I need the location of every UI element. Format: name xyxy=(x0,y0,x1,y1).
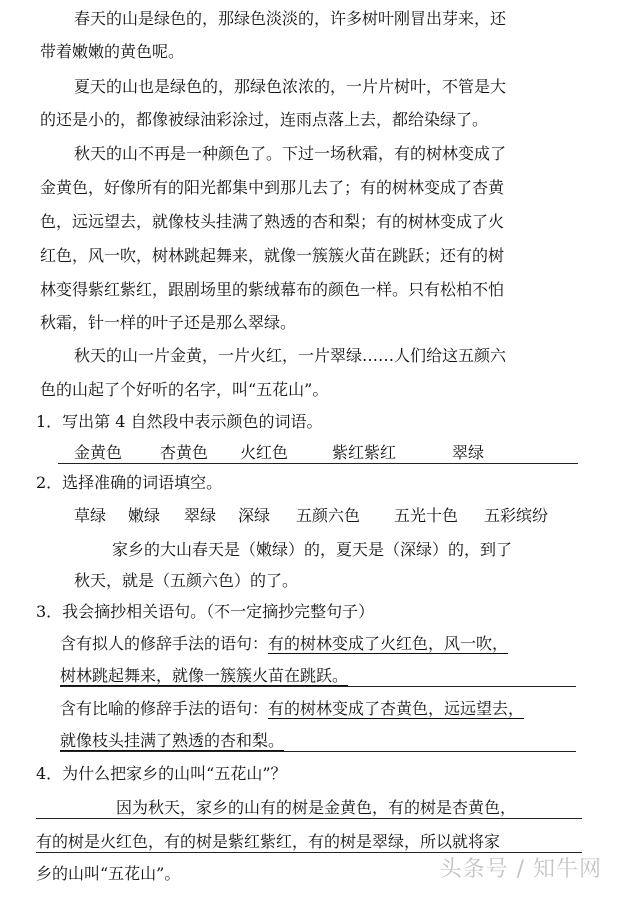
q1-answer-3: 火红色 xyxy=(240,443,289,462)
passage-p3-line-4: 红色，风一吹，树林跳起舞来，就像一簇簇火苗在跳跃；还有的树 xyxy=(40,246,505,265)
q2-option-5: 五颜六色 xyxy=(296,506,361,525)
q3-metaphor-underline xyxy=(60,751,576,752)
passage-p1-line-2: 带着嫩嫩的黄色呢。 xyxy=(40,42,185,61)
q2-fill-line-2: 秋天，就是（五颜六色）的了。 xyxy=(74,571,299,590)
passage-p3-line-5: 林变得紫红紫红，跟剧场里的紫绒幕布的颜色一样。只有松柏不怕 xyxy=(40,280,505,299)
q2-option-1: 草绿 xyxy=(74,506,107,525)
q3-metaphor-row-1 xyxy=(60,699,524,719)
q1-answer-4: 紫红紫红 xyxy=(332,443,397,462)
q1-answer-2: 杏黄色 xyxy=(160,443,209,462)
q1-question: 1．写出第 4 自然段中表示颜色的词语。 xyxy=(36,412,323,431)
passage-p3-line-3: 色，远远望去，就像枝头挂满了熟透的杏和梨；有的树林变成了火 xyxy=(40,212,505,231)
passage-p3-line-6: 秋霜，针一样的叶子还是那么翠绿。 xyxy=(40,313,297,332)
q3-personification-answer-1: 有的树林变成了火红色，风一吹， xyxy=(268,634,509,653)
watermark-text: 头条号 / 知牛网 xyxy=(439,857,602,882)
q3-question: 3．我会摘抄相关语句。（不一定摘抄完整句子） xyxy=(36,602,375,621)
q2-option-7: 五彩缤纷 xyxy=(484,506,549,525)
q2-option-4: 深绿 xyxy=(238,506,271,525)
q1-answer-5: 翠绿 xyxy=(452,443,485,462)
q3-metaphor-label: 含有比喻的修辞手法的语句： xyxy=(60,699,269,718)
passage-p1-line-1: 春天的山是绿色的，那绿色淡淡的，许多树叶刚冒出芽来，还 xyxy=(74,9,507,28)
q3-personification-underline xyxy=(60,686,576,687)
q1-answer-1: 金黄色 xyxy=(74,443,123,462)
passage-p3-line-2: 金黄色，好像所有的阳光都集中到那儿去了；有的树林变成了杏黄 xyxy=(40,178,505,197)
q3-personification-row-1 xyxy=(60,634,508,654)
q4-answer-line-1: 因为秋天，家乡的山有的树是金黄色，有的树是杏黄色， xyxy=(116,798,517,817)
q4-answer-line-3: 乡的山叫“五花山”。 xyxy=(36,864,181,883)
q3-metaphor-answer-2: 就像枝头挂满了熟透的杏和梨。 xyxy=(60,731,285,750)
passage-p4-line-2: 色的山起了个好听的名字，叫“五花山”。 xyxy=(40,380,329,399)
q4-question: 4．为什么把家乡的山叫“五花山”？ xyxy=(36,764,287,783)
q2-option-3: 翠绿 xyxy=(184,506,217,525)
q2-option-2: 嫩绿 xyxy=(128,506,161,525)
passage-p2-line-1: 夏天的山也是绿色的，那绿色浓浓的，一片片树叶，不管是大 xyxy=(74,77,507,96)
q3-personification-answer-2: 树林跳起舞来，就像一簇簇火苗在跳跃。 xyxy=(60,666,349,685)
q1-answer-underline xyxy=(58,463,578,464)
q2-fill-line-1: 家乡的大山春天是（嫩绿）的，夏天是（深绿）的，到了 xyxy=(112,540,513,559)
q3-metaphor-answer-1: 有的树林变成了杏黄色，远远望去， xyxy=(268,699,525,718)
q2-question: 2．选择准确的词语填空。 xyxy=(36,473,223,492)
q3-personification-label: 含有拟人的修辞手法的语句： xyxy=(60,634,269,653)
passage-p4-line-1: 秋天的山一片金黄，一片火红，一片翠绿……人们给这五颜六 xyxy=(74,346,507,365)
passage-p2-line-2: 的还是小的，都像被绿油彩涂过，连雨点落上去，都给染绿了。 xyxy=(40,110,489,129)
passage-p3-line-1: 秋天的山不再是一种颜色了。下过一场秋霜，有的树林变成了 xyxy=(74,144,507,163)
q2-option-6: 五光十色 xyxy=(394,506,459,525)
q4-underline-1 xyxy=(36,818,582,819)
q4-answer-line-2: 有的树是火红色，有的树是紫红紫红，有的树是翠绿，所以就将家 xyxy=(36,832,501,851)
